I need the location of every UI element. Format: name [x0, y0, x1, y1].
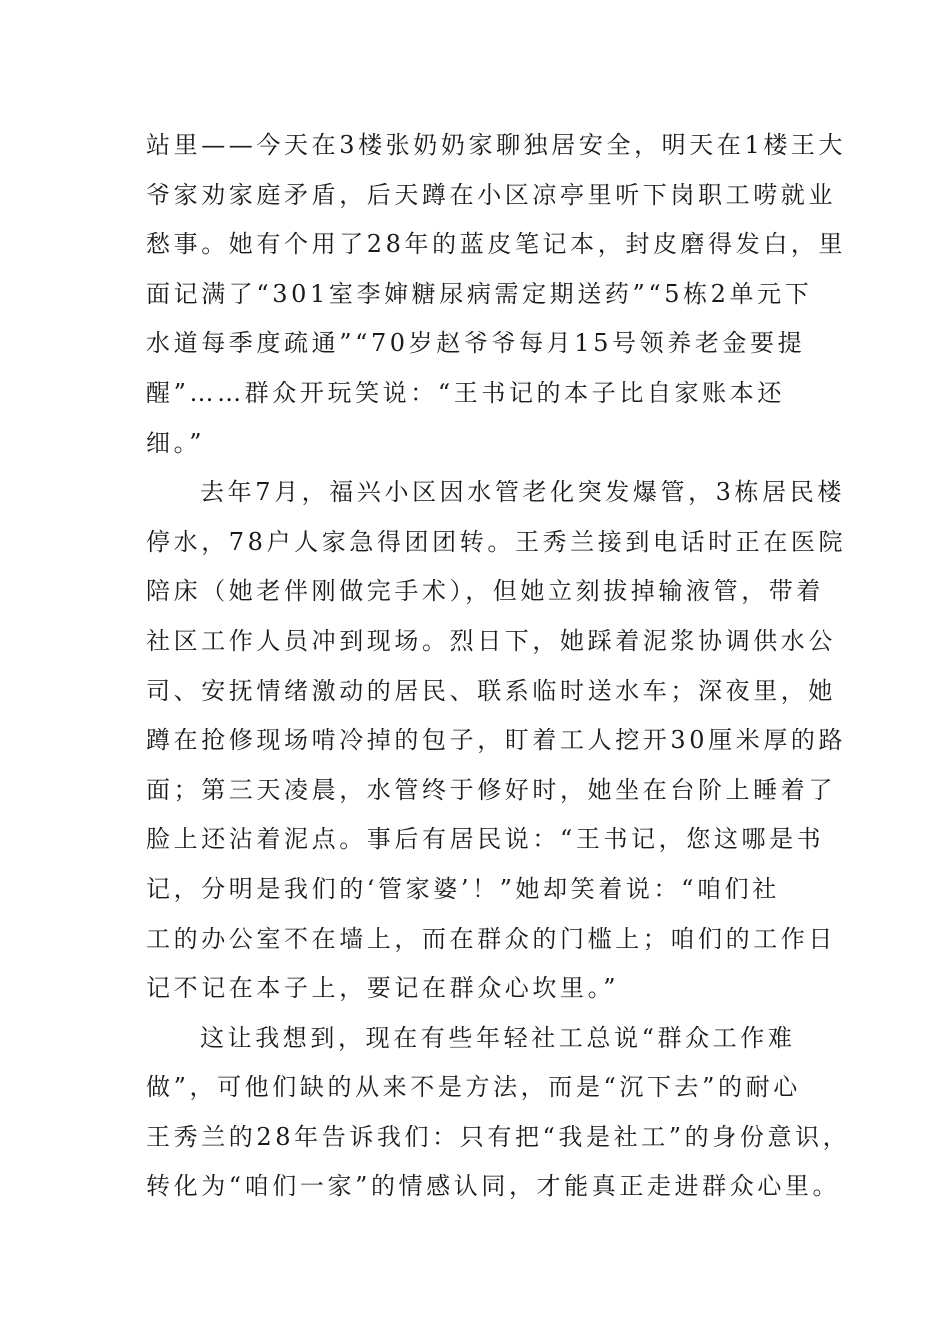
text-line: 爷家劝家庭矛盾，后天蹲在小区凉亭里听下岗职工唠就业 [146, 180, 836, 209]
text-line: 陪床（她老伴刚做完手术），但她立刻拔掉输液管，带着 [146, 577, 824, 606]
text-line: 细。” [146, 428, 206, 457]
text-line: 司、安抚情绪激动的居民、联系临时送水车；深夜里，她 [146, 676, 836, 705]
text-line: 记，分明是我们的‘管家婆’！”她却笑着说：“咱们社 [146, 874, 780, 903]
paragraph-3 [146, 1014, 851, 1212]
text-line: 愁事。她有个用了28年的蓝皮笔记本，封皮磨得发白，里 [146, 230, 847, 259]
text-line: 转化为“咱们一家”的情感认同，才能真正走进群众心里。 [146, 1172, 841, 1201]
paragraph-2 [146, 468, 847, 1014]
document-body [146, 121, 851, 1212]
text-line: 王秀兰的28年告诉我们：只有把“我是社工”的身份意识， [146, 1122, 851, 1151]
text-line: 去年7月，福兴小区因水管老化突发爆管，3栋居民楼 [200, 478, 845, 507]
text-line: 面记满了“301室李婶糖尿病需定期送药”“5栋2单元下 [146, 279, 813, 308]
text-line: 这让我想到，现在有些年轻社工总说“群众工作难 [200, 1023, 796, 1052]
text-line: 脸上还沾着泥点。事后有居民说：“王书记，您这哪是书 [146, 825, 825, 854]
text-line: 站里——今天在3楼张奶奶家聊独居安全，明天在1楼王大 [146, 131, 847, 159]
text-line: 社区工作人员冲到现场。烈日下，她踩着泥浆协调供水公 [146, 626, 836, 655]
text-line: 记不记在本子上，要记在群众心坎里。” [146, 974, 620, 1003]
text-line: 工的办公室不在墙上，而在群众的门槛上；咱们的工作日 [146, 924, 836, 953]
text-line: 水道每季度疏通”“70岁赵爷爷每月15号领养老金要提 [146, 329, 806, 358]
text-line: 面；第三天凌晨，水管终于修好时，她坐在台阶上睡着了 [146, 775, 836, 804]
text-line: 醒”……群众开玩笑说：“王书记的本子比自家账本还 [146, 378, 785, 407]
text-line: 做”，可他们缺的从来不是方法，而是“沉下去”的耐心 [146, 1073, 801, 1102]
paragraph-1 [146, 121, 847, 468]
text-line: 蹲在抢修现场啃冷掉的包子，盯着工人挖开30厘米厚的路 [146, 726, 847, 755]
text-line: 停水，78户人家急得团团转。王秀兰接到电话时正在医院 [146, 527, 847, 556]
